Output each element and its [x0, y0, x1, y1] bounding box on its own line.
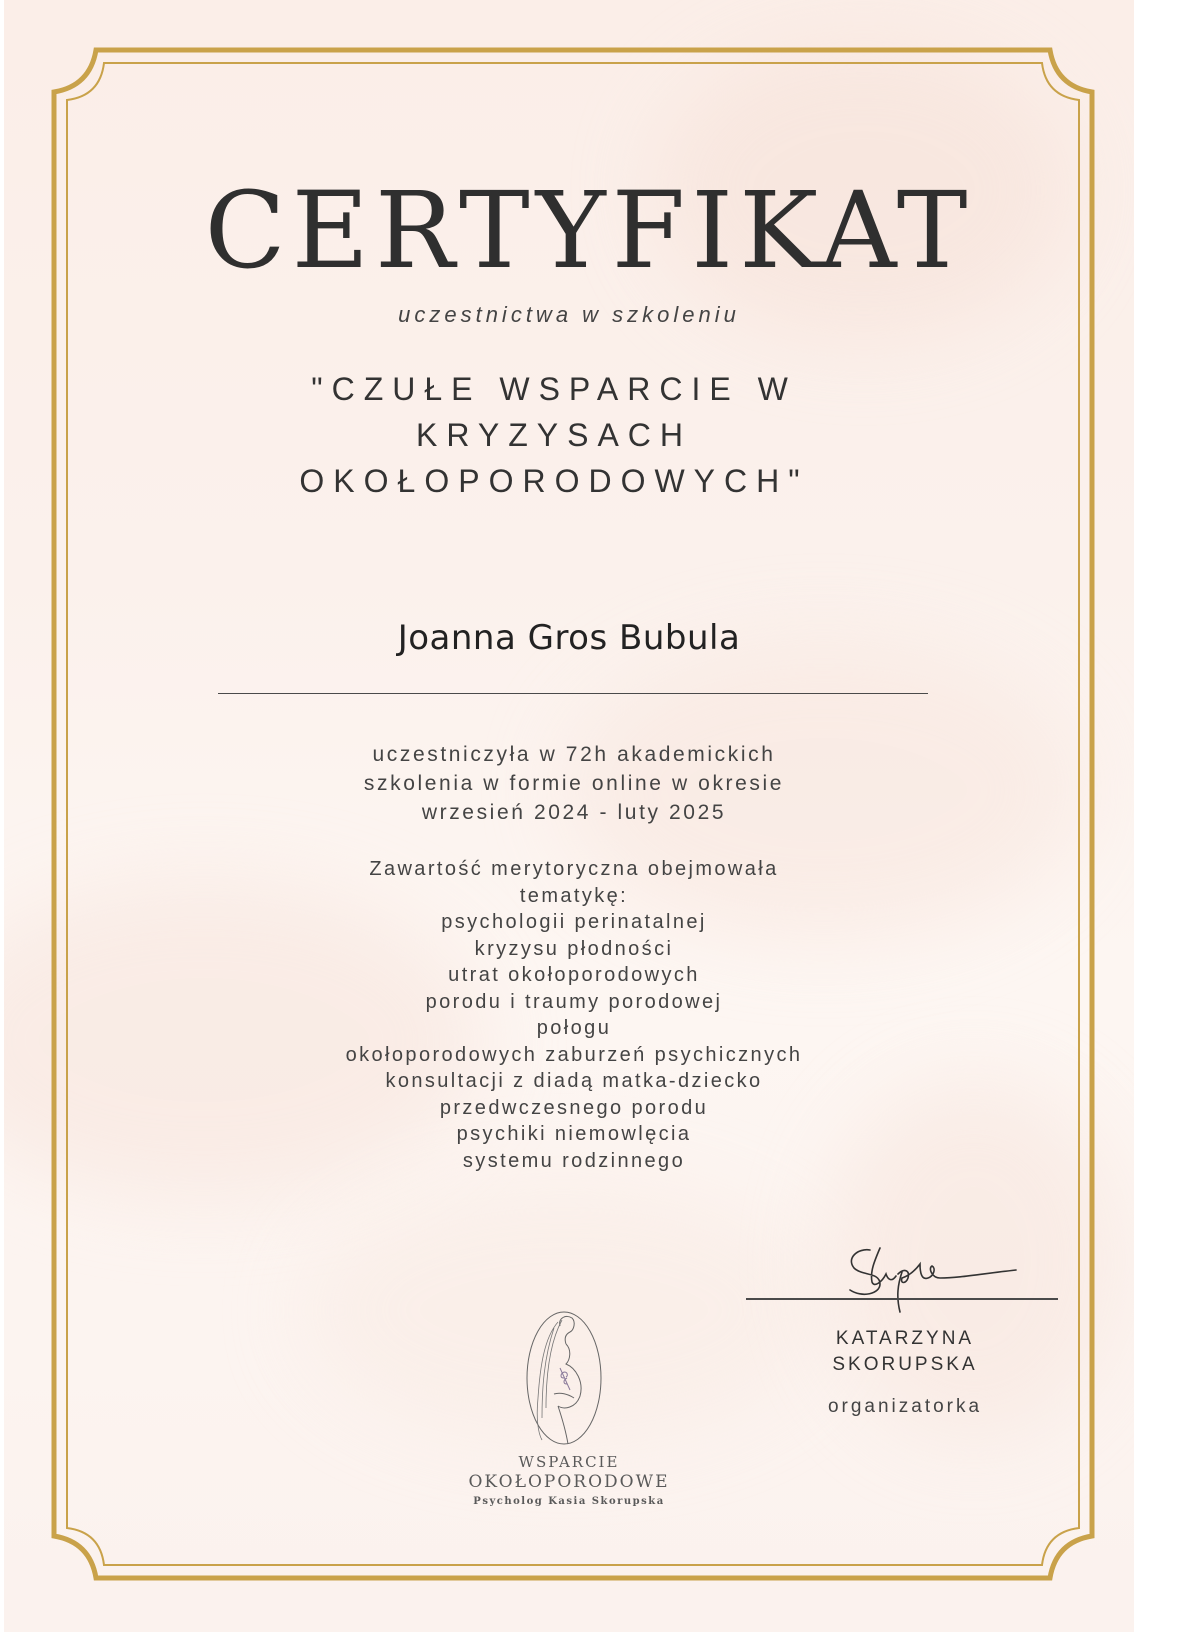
topics-intro: tematykę: — [519, 884, 629, 907]
certificate-page — [4, 0, 1134, 1632]
signature-image — [840, 1228, 1020, 1318]
topic-item: porodu i traumy porodowej — [425, 990, 723, 1013]
course-title-line: OKOŁOPORODOWYCH" — [299, 463, 809, 499]
signer-name-line: KATARZYNA — [835, 1328, 975, 1349]
topic-item: systemu rodzinnego — [462, 1149, 686, 1172]
description-line: wrzesień 2024 - luty 2025 — [421, 801, 727, 824]
topic-item: kryzysu płodności — [474, 937, 674, 960]
topics-list — [244, 856, 904, 1174]
course-title — [234, 366, 874, 504]
signer-name — [774, 1326, 1036, 1378]
description-line: szkolenia w formie online w okresie — [363, 772, 785, 795]
description — [264, 740, 884, 827]
course-title-line: KRYZYSACH — [415, 417, 692, 453]
topic-item: utrat okołoporodowych — [448, 964, 700, 986]
topic-item: połogu — [536, 1017, 612, 1039]
certificate-title: CERTYFIKAT — [204, 169, 974, 292]
pregnant-woman-logo-icon — [514, 1298, 614, 1448]
logo-line: WSPARCIE — [518, 1453, 620, 1471]
signer-name-line: SKORUPSKA — [832, 1354, 978, 1375]
certificate-subtitle: uczestnictwa w szkoleniu — [398, 302, 740, 327]
topic-item: psychologii perinatalnej — [441, 911, 707, 933]
name-underline — [218, 693, 928, 694]
logo-line: OKOŁOPORODOWE — [468, 1472, 670, 1492]
signature-line — [746, 1298, 1058, 1300]
participant-name: Joanna Gros Bubula — [397, 618, 741, 658]
logo-line: Psycholog Kasia Skorupska — [473, 1496, 665, 1507]
logo-text — [434, 1452, 704, 1512]
course-title-line: "CZUŁE WSPARCIE W — [311, 371, 797, 407]
topic-item: okołoporodowych zaburzeń psychicznych — [345, 1043, 803, 1066]
topic-item: konsultacji z diadą matka-dziecko — [385, 1070, 763, 1092]
signer-role: organizatorka — [827, 1396, 983, 1417]
description-line: uczestniczyła w 72h akademickich — [372, 743, 776, 766]
topic-item: przedwczesnego porodu — [439, 1096, 709, 1119]
topics-intro: Zawartość merytoryczna obejmowała — [369, 858, 779, 880]
topic-item: psychiki niemowlęcia — [456, 1123, 692, 1145]
